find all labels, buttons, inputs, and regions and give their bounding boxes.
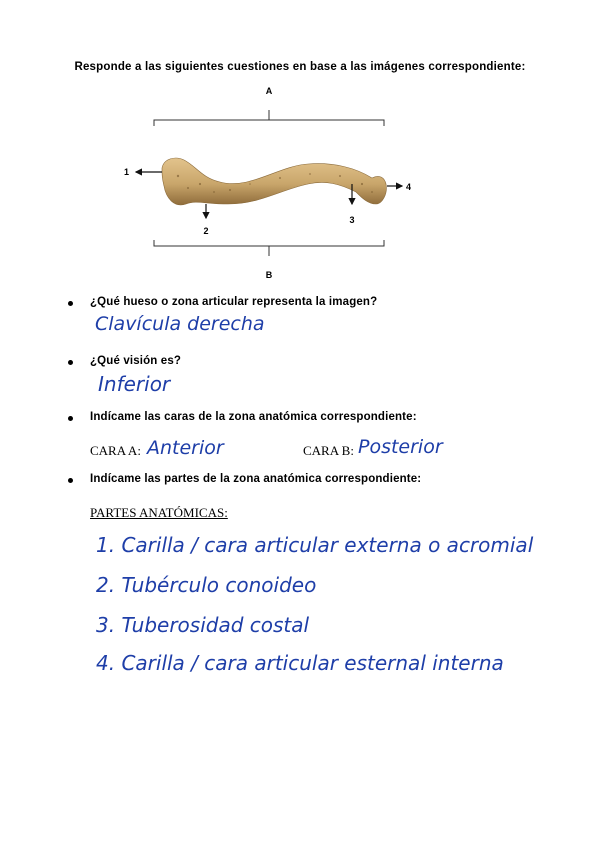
parts-heading: PARTES ANATÓMICAS: [90, 505, 228, 520]
bracket-b [154, 240, 384, 246]
label-1: 1 [124, 167, 130, 177]
part-item-3: 3. Tuberosidad costal [96, 613, 310, 637]
label-2: 2 [203, 226, 209, 236]
answer-2: Inferior [98, 372, 171, 396]
bullet [68, 360, 73, 365]
label-a: A [265, 86, 273, 96]
answer-1: Clavícula derecha [95, 313, 265, 335]
bullet [68, 478, 73, 483]
bracket-a [154, 120, 384, 126]
question-1: ¿Qué hueso o zona articular representa la imagen? [70, 296, 377, 308]
question-4: Indícame las partes de la zona anatómica correspondiente: [70, 473, 421, 485]
bullet [68, 301, 73, 306]
label-3: 3 [349, 215, 355, 225]
label-4: 4 [406, 182, 412, 192]
clavicle-bone [162, 158, 386, 205]
face-b-label: CARA B: [303, 443, 354, 458]
question-3: Indícame las caras de la zona anatómica correspondiente: [70, 411, 417, 423]
question-2: ¿Qué visión es? [70, 355, 181, 367]
face-a-label: CARA A: [90, 443, 141, 458]
part-item-1: 1. Carilla / cara articular externa o acromial [96, 533, 534, 557]
clavicle-diagram [110, 80, 420, 285]
face-a-value: Anterior [147, 437, 224, 459]
part-item-4: 4. Carilla / cara articular esternal interna [96, 651, 504, 675]
bullet [68, 416, 73, 421]
face-b-value: Posterior [358, 436, 443, 458]
label-b: B [265, 270, 273, 280]
page-title: Responde a las siguientes cuestiones en base a las imágenes correspondiente: [74, 61, 526, 73]
part-item-2: 2. Tubérculo conoideo [96, 573, 317, 597]
